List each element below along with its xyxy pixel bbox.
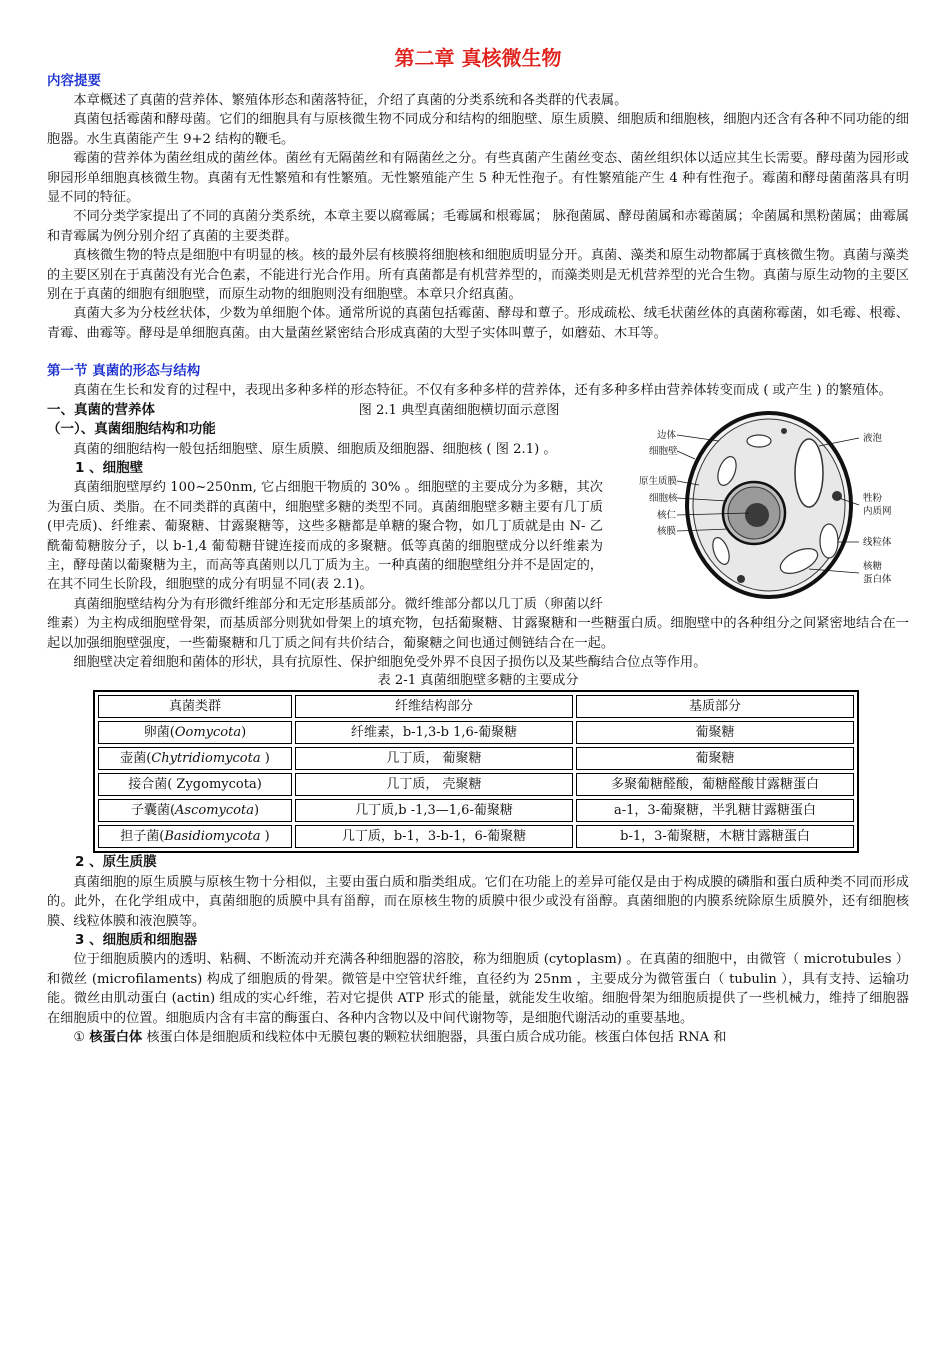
body-paragraph: 细胞壁决定着细胞和菌体的形状，具有抗原性、保护细胞免受外界不良因子损伤以及某些酶结合位点等作用。 bbox=[73, 654, 707, 670]
table-row bbox=[98, 747, 854, 770]
figure-label: 蛋白体 bbox=[863, 573, 892, 585]
table-cell: 子囊菌(Ascomycota) bbox=[98, 799, 292, 822]
body-paragraph: 真菌的细胞结构一般包括细胞壁、原生质膜、细胞质及细胞器、细胞核 ( 图 2.1) 。 bbox=[73, 441, 557, 457]
figure-label: 细胞核 bbox=[649, 492, 678, 504]
table-cell: 担子菌(Basidiomycota ) bbox=[98, 825, 292, 848]
table-header-row bbox=[98, 695, 854, 718]
item-heading: 1 、细胞壁 bbox=[75, 459, 144, 476]
table-cell: 葡聚糖 bbox=[576, 721, 854, 744]
body-paragraph: 真菌细胞的原生质膜与原核生物十分相似，主要由蛋白质和脂类组成。它们在功能上的差异可能仅是由于构成膜的磷脂和蛋白质种类不同而形成的。此外，在化学组成中，真菌细胞的质膜中具有甾醇，而在原核生物的质膜中很少或没有甾醇。真菌细胞的内膜系统除原生质膜外，还有细胞核膜、线粒体膜和液泡膜等。 bbox=[47, 874, 909, 929]
cell-wall-table bbox=[93, 690, 859, 853]
table-row bbox=[98, 721, 854, 744]
table-header: 真菌类群 bbox=[98, 695, 292, 718]
body-paragraph: 位于细胞质膜内的透明、粘稠、不断流动并充满各种细胞器的溶胶，称为细胞质 (cytoplasm) 。在真菌的细胞中，由微管（ microtubules ）和微丝 (microfilaments) 构成了细胞质的骨架。微管是中空管状纤维，直径约为 25nm ，主要成分为微管蛋白（ tubulin ），具有支持、运输功能。微丝由肌动蛋白 (actin) 组成的实心纤维，若对它提供 ATP 形式的能量，就能发生收缩。细胞骨架为细胞质提供了一些机械力，维持了细胞器在细胞质中的位置。细胞质内含有丰富的酶蛋白、各种内含物以及中间代谢物等，是细胞代谢活动的重要基地。 bbox=[47, 952, 909, 1026]
table-cell: b-1，3-葡聚糖，木糖甘露糖蛋白 bbox=[576, 825, 854, 848]
table-cell: 几丁质,b -1,3—1,6-葡聚糖 bbox=[295, 799, 573, 822]
section-intro: 真菌在生长和发育的过程中，表现出多种多样的形态特征。不仅有多种多样的营养体，还有多种多样由营养体转变而成 ( 或产生 ) 的繁殖体。 bbox=[73, 383, 892, 399]
table-header: 基质部分 bbox=[576, 695, 854, 718]
figure-label: 液泡 bbox=[863, 432, 883, 444]
fungal-cell-diagram bbox=[609, 401, 909, 606]
circled-number: ① bbox=[73, 1030, 86, 1046]
table-row bbox=[98, 799, 854, 822]
summary-paragraph: 霉菌的营养体为菌丝组成的菌丝体。菌丝有无隔菌丝和有隔菌丝之分。有些真菌产生菌丝变态、菌丝组织体以适应其生长需要。酵母菌为园形或卵园形单细胞真核微生物。真菌有无性繁殖和有性繁殖。无性繁殖能产生 5 种无性孢子。有性繁殖能产生 4 种有性孢子。霉菌和酵母菌菌落具有明显不同的特征。 bbox=[47, 151, 909, 206]
summary-paragraph: 真菌包括霉菌和酵母菌。它们的细胞具有与原核微生物不同成分和结构的细胞壁、原生质膜、细胞质和细胞核，细胞内还含有各种不同功能的细胞器。水生真菌能产生 9+2 结构的鞭毛。 bbox=[47, 112, 909, 147]
figure-caption: 图 2.1 典型真菌细胞横切面示意图 bbox=[358, 402, 560, 418]
table-header: 纤维结构部分 bbox=[295, 695, 573, 718]
summary-paragraph: 本章概述了真菌的营养体、繁殖体形态和菌落特征，介绍了真菌的分类系统和各类群的代表属。 bbox=[73, 93, 628, 108]
table-caption: 表 2-1 真菌细胞壁多糖的主要成分 bbox=[377, 673, 579, 689]
section-heading: 第一节 真菌的形态与结构 bbox=[47, 363, 201, 380]
summary-paragraph: 不同分类学家提出了不同的真菌分类系统，本章主要以腐霉属；毛霉属和根霉属； 脉孢菌属、酵母菌属和赤霉菌属；伞菌属和黑粉菌属；曲霉属和青霉属为例分别介绍了真菌的主要类群。 bbox=[47, 209, 909, 244]
body-paragraph bbox=[47, 1028, 909, 1047]
figure-label: 牲粉 bbox=[863, 492, 883, 504]
figure-label: 原生质膜 bbox=[639, 475, 678, 487]
table-cell: 几丁质， 壳聚糖 bbox=[295, 773, 573, 796]
table-row bbox=[98, 773, 854, 796]
table-cell: 几丁质， 葡聚糖 bbox=[295, 747, 573, 770]
table-row bbox=[98, 825, 854, 848]
term-text: 核蛋白体是细胞质和线粒体中无膜包裹的颗粒状细胞器，具蛋白质合成功能。核蛋白体包括 RNA 和 bbox=[146, 1030, 727, 1046]
item-heading: 2 、原生质膜 bbox=[75, 854, 157, 871]
body-paragraph: 真菌细胞壁结构分为有形微纤维部分和无定形基质部分。微纤维部分都以几丁质（卵菌以纤维素）为主构成细胞壁骨架，而基质部分则犹如骨架上的填充物，包括葡聚糖、甘露聚糖和一些糖蛋白质。细胞壁中的各种组分之间紧密地结合在一起以加强细胞壁强度，一些葡聚糖和几丁质之间有共价结合，葡聚糖之间也通过侧链结合在一起。 bbox=[47, 596, 909, 651]
table-cell: 葡聚糖 bbox=[576, 747, 854, 770]
figure-label: 核膜 bbox=[657, 525, 677, 537]
figure-label: 细胞壁 bbox=[649, 445, 678, 457]
figure-label: 核仁 bbox=[657, 509, 677, 521]
summary-paragraph: 真核微生物的特点是细胞中有明显的核。核的最外层有核膜将细胞核和细胞质明显分开。真菌、藻类和原生动物都属于真核微生物。真菌与藻类的主要区别在于真菌没有光合色素，不能进行光合作用。所有真菌都是有机营养型的，而藻类则是无机营养型的光合生物。真菌与原生动物的主要区别在于真菌的细胞有细胞壁，而原生动物的细胞则没有细胞壁。本章只介绍真菌。 bbox=[47, 248, 909, 303]
subsection-heading: 一、真菌的营养体 bbox=[47, 401, 155, 418]
subsection-heading: （一）、真菌细胞结构和功能 bbox=[47, 421, 216, 438]
figure-label: 边体 bbox=[657, 429, 677, 441]
figure-label: 核糖 bbox=[863, 560, 883, 572]
table-cell: 纤维素，b-1,3-b 1,6-葡聚糖 bbox=[295, 721, 573, 744]
summary-heading: 内容提要 bbox=[47, 73, 101, 89]
table-cell: a-1，3-葡聚糖，半乳糖甘露糖蛋白 bbox=[576, 799, 854, 822]
cell-figure bbox=[358, 401, 909, 606]
term: 核蛋白体 bbox=[89, 1030, 143, 1046]
summary-paragraph: 真菌大多为分枝丝状体，少数为单细胞个体。通常所说的真菌包括霉菌、酵母和蕈子。形成疏松、绒毛状菌丝体的真菌称霉菌，如毛霉、根霉、青霉、曲霉等。酵母是单细胞真菌。由大量菌丝紧密结合形成真菌的大型子实体叫蕈子，如蘑茹、木耳等。 bbox=[47, 306, 909, 341]
document-page bbox=[47, 44, 909, 1047]
chapter-title: 第二章 真核微生物 bbox=[394, 46, 562, 70]
figure-label: 内质网 bbox=[863, 505, 892, 517]
figure-label: 线粒体 bbox=[863, 536, 892, 548]
item-heading: 3 、细胞质和细胞器 bbox=[75, 932, 198, 948]
table-cell: 卵菌(Oomycota) bbox=[98, 721, 292, 744]
table-cell: 接合菌( Zygomycota) bbox=[98, 773, 292, 796]
body-paragraph: 真菌细胞壁厚约 100~250nm, 它占细胞干物质的 30% 。细胞壁的主要成分为多糖，其次为蛋白质、类脂。在不同类群的真菌中，细胞壁多糖的类型不同。真菌细胞壁多糖主要有几丁质(甲壳质)、纤维素、葡聚糖、甘露聚糖等，这些多糖都是单糖的聚合物，如几丁质就是由 N- 乙酰葡萄糖胺分子，以 b-1,4 葡萄糖苷键连接而成的多聚糖。低等真菌的细胞壁成分以纤维素为主，酵母菌以葡聚糖为主，而高等真菌则以几丁质为主。一种真菌的细胞壁组分并不是固定的，在其不同生长阶段，细胞壁的成分有明显不同(表 2.1)。 bbox=[47, 480, 603, 593]
table-cell: 几丁质，b-1，3-b-1，6-葡聚糖 bbox=[295, 825, 573, 848]
table-cell: 多聚葡糖醛酸，葡糖醛酸甘露糖蛋白 bbox=[576, 773, 854, 796]
table-cell: 壶菌(Chytridiomycota ) bbox=[98, 747, 292, 770]
